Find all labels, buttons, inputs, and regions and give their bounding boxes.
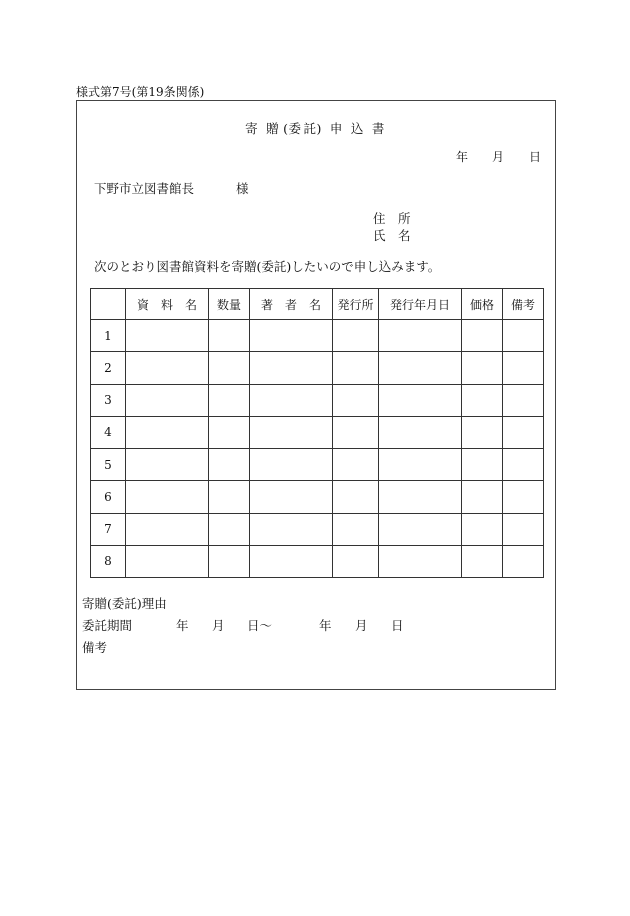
material-name-cell[interactable] bbox=[126, 481, 209, 513]
publication-date-cell[interactable] bbox=[379, 481, 462, 513]
row-number: 4 bbox=[91, 416, 126, 448]
price-cell[interactable] bbox=[462, 481, 503, 513]
price-cell[interactable] bbox=[462, 513, 503, 545]
quantity-cell[interactable] bbox=[209, 416, 250, 448]
statement: 次のとおり図書館資料を寄贈(委託)したいので申し込みます。 bbox=[94, 259, 441, 274]
row-number: 1 bbox=[91, 320, 126, 352]
donation-items-table bbox=[90, 288, 544, 578]
quantity-cell[interactable] bbox=[209, 384, 250, 416]
row-number: 2 bbox=[91, 352, 126, 384]
header-quantity: 数量 bbox=[209, 289, 250, 320]
title-char: 寄 bbox=[245, 121, 259, 136]
title-char: 託) bbox=[303, 121, 322, 136]
period-end-day: 日 bbox=[391, 618, 404, 633]
quantity-cell[interactable] bbox=[209, 513, 250, 545]
author-cell[interactable] bbox=[250, 352, 333, 384]
publisher-cell[interactable] bbox=[333, 481, 379, 513]
quantity-cell[interactable] bbox=[209, 545, 250, 577]
form-reference: 様式第7号(第19条関係) bbox=[76, 85, 205, 99]
row-number: 5 bbox=[91, 449, 126, 481]
price-cell[interactable] bbox=[462, 352, 503, 384]
table-header-row bbox=[91, 289, 544, 320]
table-row bbox=[91, 513, 544, 545]
addressee: 下野市立図書館長 bbox=[94, 181, 195, 196]
period-start-year: 年 bbox=[176, 618, 189, 633]
author-cell[interactable] bbox=[250, 320, 333, 352]
quantity-cell[interactable] bbox=[209, 481, 250, 513]
material-name-cell[interactable] bbox=[126, 384, 209, 416]
remarks-cell[interactable] bbox=[503, 513, 544, 545]
publisher-cell[interactable] bbox=[333, 449, 379, 481]
material-name-cell[interactable] bbox=[126, 545, 209, 577]
material-name-cell[interactable] bbox=[126, 416, 209, 448]
row-number: 3 bbox=[91, 384, 126, 416]
remarks-cell[interactable] bbox=[503, 320, 544, 352]
author-cell[interactable] bbox=[250, 384, 333, 416]
address-label: 住 所 bbox=[373, 211, 411, 226]
date-day: 日 bbox=[529, 150, 542, 164]
publisher-cell[interactable] bbox=[333, 416, 379, 448]
quantity-cell[interactable] bbox=[209, 320, 250, 352]
publication-date-cell[interactable] bbox=[379, 449, 462, 481]
material-name-cell[interactable] bbox=[126, 320, 209, 352]
price-cell[interactable] bbox=[462, 384, 503, 416]
period-end-month: 月 bbox=[355, 618, 368, 633]
header-material-name: 資 料 名 bbox=[126, 289, 209, 320]
remarks-cell[interactable] bbox=[503, 449, 544, 481]
remarks-cell[interactable] bbox=[503, 545, 544, 577]
table-row bbox=[91, 481, 544, 513]
header-number bbox=[91, 289, 126, 320]
author-cell[interactable] bbox=[250, 449, 333, 481]
header-author: 著 者 名 bbox=[250, 289, 333, 320]
price-cell[interactable] bbox=[462, 416, 503, 448]
material-name-cell[interactable] bbox=[126, 352, 209, 384]
row-number: 6 bbox=[91, 481, 126, 513]
price-cell[interactable] bbox=[462, 320, 503, 352]
name-label: 氏 名 bbox=[373, 228, 411, 243]
period-end-year: 年 bbox=[319, 618, 332, 633]
publication-date-cell[interactable] bbox=[379, 320, 462, 352]
publisher-cell[interactable] bbox=[333, 352, 379, 384]
publication-date-cell[interactable] bbox=[379, 384, 462, 416]
author-cell[interactable] bbox=[250, 513, 333, 545]
publication-date-cell[interactable] bbox=[379, 513, 462, 545]
publisher-cell[interactable] bbox=[333, 384, 379, 416]
remarks-cell[interactable] bbox=[503, 384, 544, 416]
author-cell[interactable] bbox=[250, 545, 333, 577]
publication-date-cell[interactable] bbox=[379, 352, 462, 384]
author-cell[interactable] bbox=[250, 416, 333, 448]
remarks-cell[interactable] bbox=[503, 481, 544, 513]
date-month: 月 bbox=[492, 150, 505, 164]
table-row bbox=[91, 449, 544, 481]
publisher-cell[interactable] bbox=[333, 320, 379, 352]
table-row bbox=[91, 384, 544, 416]
table-row bbox=[91, 416, 544, 448]
row-number: 8 bbox=[91, 545, 126, 577]
period-start-day: 日〜 bbox=[247, 618, 273, 633]
title-char: 申 bbox=[329, 121, 343, 136]
publication-date-cell[interactable] bbox=[379, 545, 462, 577]
remarks-cell[interactable] bbox=[503, 416, 544, 448]
header-remarks: 備考 bbox=[503, 289, 544, 320]
header-publisher: 発行所 bbox=[333, 289, 379, 320]
table-row bbox=[91, 352, 544, 384]
form-title bbox=[0, 119, 630, 137]
honorific: 様 bbox=[236, 181, 249, 196]
quantity-cell[interactable] bbox=[209, 449, 250, 481]
price-cell[interactable] bbox=[462, 545, 503, 577]
title-char: (委 bbox=[283, 121, 302, 136]
period-start-month: 月 bbox=[212, 618, 225, 633]
date-year: 年 bbox=[456, 150, 469, 164]
publisher-cell[interactable] bbox=[333, 545, 379, 577]
reason-label: 寄贈(委託)理由 bbox=[82, 596, 167, 611]
row-number: 7 bbox=[91, 513, 126, 545]
title-char: 贈 bbox=[266, 121, 280, 136]
remarks-label: 備考 bbox=[82, 640, 108, 655]
table-row bbox=[91, 320, 544, 352]
quantity-cell[interactable] bbox=[209, 352, 250, 384]
remarks-cell[interactable] bbox=[503, 352, 544, 384]
header-publication-date: 発行年月日 bbox=[379, 289, 462, 320]
period-label: 委託期間 bbox=[82, 618, 133, 633]
material-name-cell[interactable] bbox=[126, 513, 209, 545]
material-name-cell[interactable] bbox=[126, 449, 209, 481]
publication-date-cell[interactable] bbox=[379, 416, 462, 448]
header-price: 価格 bbox=[462, 289, 503, 320]
publisher-cell[interactable] bbox=[333, 513, 379, 545]
table-row bbox=[91, 545, 544, 577]
price-cell[interactable] bbox=[462, 449, 503, 481]
title-char: 込 bbox=[350, 121, 364, 136]
author-cell[interactable] bbox=[250, 481, 333, 513]
title-char: 書 bbox=[371, 121, 385, 136]
